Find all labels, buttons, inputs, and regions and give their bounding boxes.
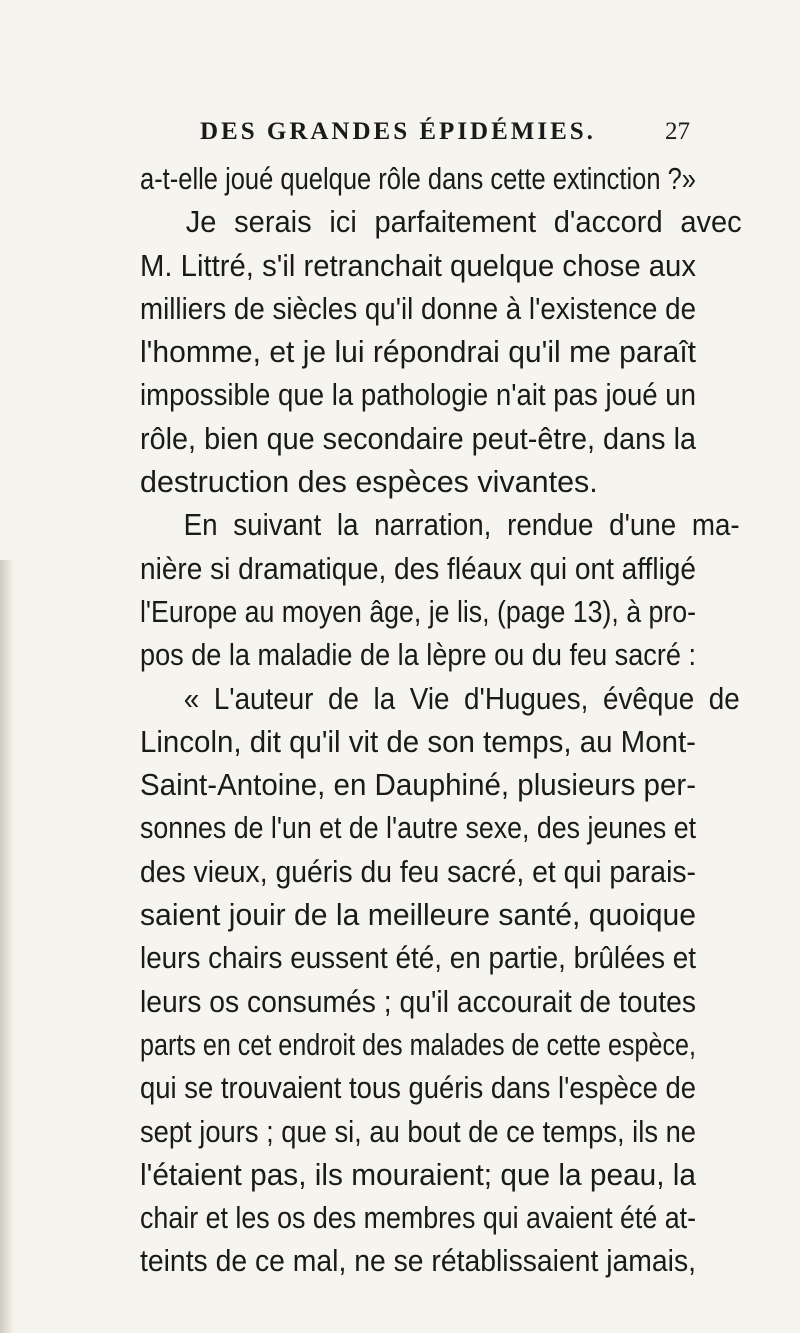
text-line: qui se trouvaient tous guéris dans l'espèce de bbox=[140, 1071, 697, 1106]
text-line: « L'auteur de la Vie d'Hugues, évêque de bbox=[183, 681, 740, 716]
page-header bbox=[130, 118, 690, 154]
text-line: sept jours ; que si, au bout de ce temps, ils ne bbox=[140, 1114, 696, 1149]
page-number: 27 bbox=[665, 118, 690, 145]
text-line: nière si dramatique, des fléaux qui ont affligé bbox=[140, 551, 696, 586]
text-line: saient jouir de la meilleure santé, quoique bbox=[140, 898, 696, 933]
text-line: rôle, bien que secondaire peut-être, dans la bbox=[140, 421, 697, 456]
text-line: teints de ce mal, ne se rétablissaient jamais, bbox=[140, 1244, 697, 1279]
text-line: impossible que la pathologie n'ait pas joué un bbox=[140, 378, 696, 413]
body-text bbox=[140, 158, 742, 1284]
text-line: leurs os consumés ; qu'il accourait de toutes bbox=[140, 984, 697, 1019]
running-title: DES GRANDES ÉPIDÉMIES. bbox=[200, 118, 596, 145]
text-line: En suivant la narration, rendue d'une ma- bbox=[183, 508, 740, 543]
text-line: destruction des espèces vivantes. bbox=[140, 465, 598, 500]
text-line: Saint-Antoine, en Dauphiné, plusieurs per- bbox=[140, 768, 697, 803]
text-line: milliers de siècles qu'il donne à l'existence de bbox=[140, 291, 697, 326]
text-line: pos de la maladie de la lèpre ou du feu sacré : bbox=[140, 638, 697, 673]
text-line: sonnes de l'un et de l'autre sexe, des jeunes et bbox=[140, 811, 697, 846]
text-line: chair et les os des membres qui avaient été at- bbox=[140, 1201, 697, 1236]
text-line: parts en cet endroit des malades de cette espèce, bbox=[140, 1027, 696, 1062]
page-gutter-shadow bbox=[0, 560, 14, 1333]
text-line: l'homme, et je lui répondrai qu'il me paraît bbox=[140, 335, 697, 370]
text-line: a-t-elle joué quelque rôle dans cette extinction ?» bbox=[140, 162, 696, 196]
text-line: Lincoln, dit qu'il vit de son temps, au Mont- bbox=[140, 724, 697, 759]
text-line: leurs chairs eussent été, en partie, brûlées et bbox=[140, 941, 697, 976]
text-line: l'étaient pas, ils mouraient; que la peau, la bbox=[140, 1157, 696, 1192]
text-line: l'Europe au moyen âge, je lis, (page 13), à pro- bbox=[140, 594, 696, 629]
text-line: Je serais ici parfaitement d'accord avec bbox=[185, 205, 742, 240]
text-line: des vieux, guéris du feu sacré, et qui parais- bbox=[140, 854, 696, 889]
text-line: M. Littré, s'il retranchait quelque chose aux bbox=[140, 248, 696, 283]
